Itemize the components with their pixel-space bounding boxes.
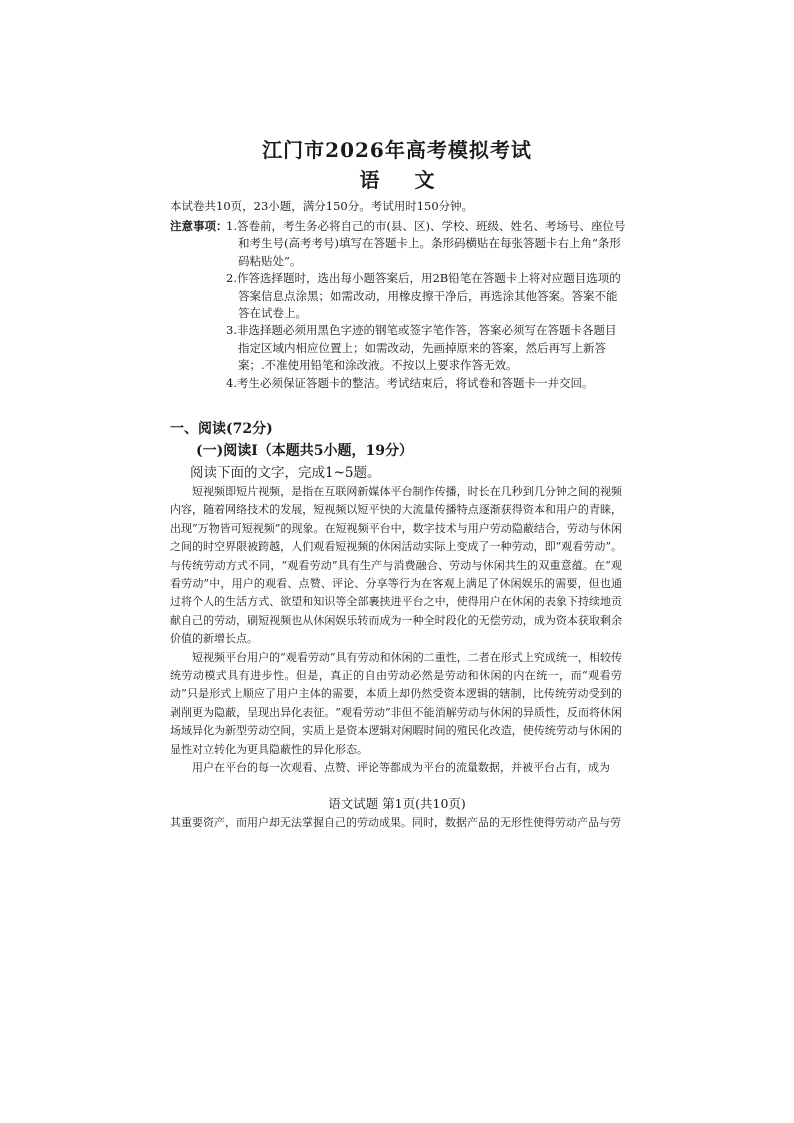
notice-label: 注意事项：	[170, 219, 228, 233]
notice-item: 4.考生必须保证答题卡的整洁。考试结束后，将试卷和答题卡一并交回。	[226, 375, 594, 390]
reading-instruction: 阅读下面的文字，完成1~5题。	[190, 465, 381, 481]
section-heading: 一、阅读(72分)	[170, 421, 273, 437]
passage-paragraph: 用户在平台的每一次观看、点赞、评论等都成为平台的流量数据，并被平台占有，成为	[192, 761, 610, 775]
exam-title: 江门市2026年高考模拟考试	[262, 138, 532, 162]
notice-item: 2.作答选择题时，选出每小题答案后，用2B铅笔在答题卡上将对应题目选项的答案信息点涂黑；如需改动，用橡皮擦干净后，再选涂其他答案。答案不能答在试卷上。	[226, 271, 621, 321]
exam-intro: 本试卷共10页，23小题，满分150分。考试用时150分钟。	[170, 199, 474, 213]
passage-paragraph: 短视频平台用户的“观看劳动”具有劳动和休闲的二重性，二者在形式上究成统一，相较传统劳动模式具有进步性。但是，真正的自由劳动必然是劳动和休闲的内在统一，而“观看劳动”只是形式上顺应了用户主体的需要，本质上却仍然受资本逻辑的辖制，比传统劳动受到的剥削更为隐蔽，呈现出异化表征。“观看劳动”非但不能消解劳动与休闲的异质性，反而将休闲场域异化为新型劳动空间，实质上是资本逻辑对闲暇时间的殖民化改造，使传统劳动与休闲的显性对立转化为更具隐蔽性的异化形态。	[170, 650, 622, 756]
notice-list	[226, 218, 626, 392]
notice-item: 1.答卷前，考生务必将自己的市(县、区)、学校、班级、姓名、考场号、座位号和考生号(高考考号)填写在答题卡上。条形码横贴在每张答题卡右上角“条形码粘贴处”。	[226, 219, 626, 268]
reading-passage	[170, 483, 622, 778]
exam-subject: 语 文	[359, 168, 449, 192]
next-page-text: 其重要资产，而用户却无法掌握自己的劳动成果。同时，数据产品的无形性使得劳动产品与劳	[170, 816, 621, 829]
page-footer: 语文试题 第1页(共10页)	[328, 796, 466, 811]
passage-paragraph: 短视频即短片视频，是指在互联网新媒体平台制作传播，时长在几秒到几分钟之间的视频内容，随着网络技术的发展，短视频以短平快的大流量传播特点逐渐获得资本和用户的青睐，出现“万物皆可短视频”的现象。在短视频平台中，数字技术与用户劳动隐蔽结合，劳动与休闲之间的时空界限被跨越，人们观看短视频的休闲活动实际上变成了一种劳动，即“观看劳动”。与传统劳动方式不同，“观看劳动”具有生产与消费融合、劳动与休闲共生的双重意蕴。在“观看劳动”中，用户的观看、点赞、评论、分享等行为在客观上满足了休闲娱乐的需要，但也通过将个人的生活方式、欲望和知识等全部裹挟进平台之中，使得用户在休闲的表象下持续地贡献自己的劳动，刷短视频也从休闲娱乐转而成为一种全时段化的无偿劳动，成为资本获取剩余价值的新增长点。	[170, 485, 622, 646]
notice-item: 3.非选择题必须用黑色字迹的钢笔或签字笔作答，答案必须写在答题卡各题目指定区域内相应位置上；如需改动，先画掉原来的答案，然后再写上新答案；.不准使用铅笔和涂改液。不按以上要求作答无效。	[226, 323, 617, 373]
subsection-heading: (一)阅读Ⅰ（本题共5小题，19分）	[196, 443, 414, 459]
